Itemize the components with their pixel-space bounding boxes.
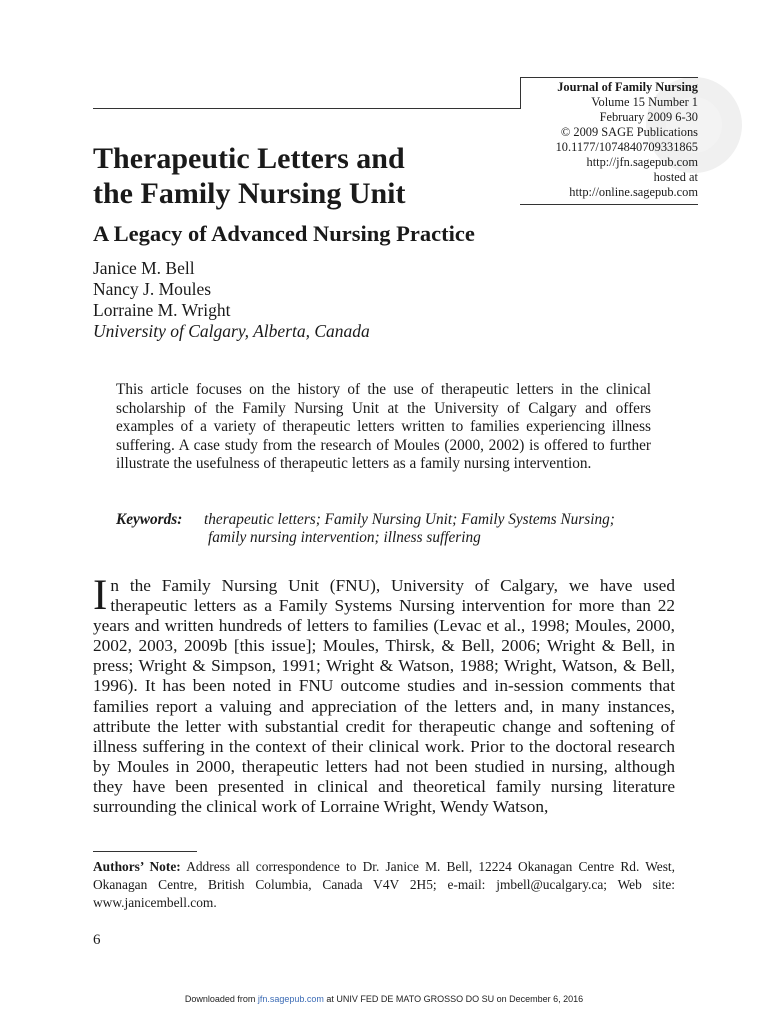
header-rule bbox=[93, 108, 521, 109]
authors-note-label: Authors’ Note: bbox=[93, 859, 181, 874]
author-2: Nancy J. Moules bbox=[93, 279, 212, 299]
article-subtitle: A Legacy of Advanced Nursing Practice bbox=[93, 221, 475, 246]
body-paragraph: n the Family Nursing Unit (FNU), University of Calgary, we have used therapeutic letters as a Family Systems Nursing intervention for more than 22 years and written hundreds of letters to families (Levac et al., 1998; Moules, 2000, 2002, 2003, 2009b [this issue]; Moules, Thirsk, & Bell, 2006; Wright & Bell, in press; Wright & Simpson, 1991; Wright & Watson, 1988; Wright, Watson, & Bell, 1996). It has been noted in FNU outcome studies and in-session comments that families report a valuing and appreciation of the letters and, in many instances, attribute the letter with substantial credit for therapeutic change and softening of illness suffering in the context of their clinical work. Prior to the doctoral research by Moules in 2000, therapeutic letters had not been studied in nursing, although they have been presented in clinical and theoretical family nursing literature surrounding the clinical work of Lorraine Wright, Wendy Watson, bbox=[93, 576, 675, 817]
abstract: This article focuses on the history of the use of therapeutic letters in the clinical scholarship of the Family Nursing Unit at the University of Calgary and offers examples of a variety of therapeutic letters written to families experiencing illness suffering. A case study from the research of Moules (2000, 2002) is offered to further illustrate the usefulness of therapeutic letters as a family nursing intervention. bbox=[116, 381, 651, 473]
keywords-line-1: therapeutic letters; Family Nursing Unit; Family Systems Nursing; bbox=[204, 511, 615, 528]
journal-copyright: © 2009 SAGE Publications bbox=[560, 125, 698, 139]
journal-name: Journal of Family Nursing bbox=[557, 80, 698, 94]
affiliation: University of Calgary, Alberta, Canada bbox=[93, 321, 370, 341]
download-footer bbox=[0, 994, 768, 1004]
title-line-2: the Family Nursing Unit bbox=[93, 177, 406, 210]
body-text bbox=[93, 572, 675, 817]
journal-url[interactable]: http://jfn.sagepub.com bbox=[586, 155, 698, 169]
journal-doi[interactable]: 10.1177/1074840709331865 bbox=[555, 140, 698, 154]
article-title bbox=[93, 141, 406, 211]
journal-hosted: hosted at bbox=[653, 170, 698, 184]
footnote-rule bbox=[93, 851, 197, 852]
title-line-1: Therapeutic Letters and bbox=[93, 142, 405, 175]
journal-info-box bbox=[520, 77, 698, 205]
drop-cap: I bbox=[93, 572, 108, 619]
footer-prefix: Downloaded from bbox=[184, 994, 258, 1004]
author-3: Lorraine M. Wright bbox=[93, 300, 231, 320]
author-1: Janice M. Bell bbox=[93, 258, 195, 278]
journal-volume: Volume 15 Number 1 bbox=[591, 95, 698, 109]
journal-issue: February 2009 6-30 bbox=[599, 110, 698, 124]
journal-box-left-rule bbox=[520, 77, 521, 108]
page-number: 6 bbox=[93, 932, 101, 948]
authors-note bbox=[93, 858, 675, 912]
authors-note-text: Address all correspondence to Dr. Janice M. Bell, 12224 Okanagan Centre Rd. West, Okanagan Centre, British Columbia, Canada V4V 2H5; e-mail: jmbell@ucalgary.ca; Web site: www.janicembell.com. bbox=[93, 859, 676, 910]
journal-box-top-rule bbox=[520, 77, 698, 78]
keywords-line-2: family nursing intervention; illness suffering bbox=[208, 529, 481, 546]
footer-suffix: at UNIV FED DE MATO GROSSO DO SU on December 6, 2016 bbox=[323, 994, 584, 1004]
footer-link[interactable]: jfn.sagepub.com bbox=[257, 994, 324, 1004]
keywords-label: Keywords: bbox=[116, 511, 183, 528]
journal-box-bottom-rule bbox=[520, 204, 698, 205]
journal-host-url[interactable]: http://online.sagepub.com bbox=[569, 185, 698, 199]
